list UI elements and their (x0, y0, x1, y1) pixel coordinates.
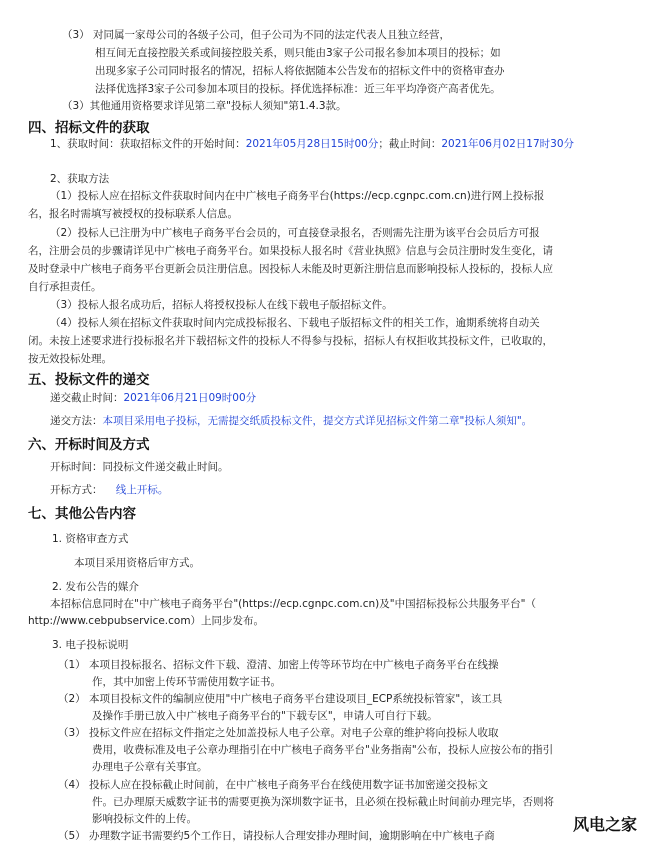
intro-line-3: 出现多家子公司同时报名的情况，招标人将依据随本公告发布的招标文件中的资格审查办 (95, 65, 505, 77)
e-bid-3-line-3: 办理电子公章有关事宜。 (92, 761, 208, 773)
method-2-line-1: （2）投标人已注册为中广核电子商务平台会员的，可直接登录报名，否则需先注册为该平台会员后方可报 (50, 227, 540, 239)
open-way-line (50, 481, 168, 499)
open-way: 线上开标。 (115, 484, 169, 496)
method-1-line-1: （1）投标人应在招标文件获取时间内在中广核电子商务平台(https://ecp.cgnpc.com.cn)进行网上投标报 (50, 190, 545, 202)
start-time: 2021年05月28日15时00分 (245, 138, 379, 150)
item-2-title: 2. 发布公告的媒介 (52, 581, 139, 593)
method-4-line-3: 按无效投标处理。 (28, 353, 112, 365)
submit-deadline-label: 递交截止时间： (50, 392, 124, 404)
e-bid-2-line-1: （2） 本项目投标文件的编制应使用"中广核电子商务平台建设项目_ECP系统投标管家"，该工具 (58, 693, 503, 705)
method-4-line-1: （4）投标人须在招标文件获取时间内完成投标报名、下载电子版招标文件的相关工作，逾期系统将自动关 (50, 317, 540, 329)
submit-deadline-line (50, 389, 256, 407)
section-7-heading: 七、其他公告内容 (28, 506, 136, 522)
item-3-title: 3. 电子投标说明 (52, 639, 129, 651)
method-2-line-2: 名，注册会员的步骤请详见中广核电子商务平台。如果投标人报名时《营业执照》信息与会员注册时发生变化，请 (28, 245, 553, 257)
submit-deadline: 2021年06月21日09时00分 (123, 392, 257, 404)
submit-method: 本项目采用电子投标，无需提交纸质投标文件，提交方式详见招标文件第二章"投标人须知"。 (102, 415, 533, 427)
method-2-line-4: 自行承担责任。 (28, 281, 102, 293)
get-time-sep: ；截止时间： (378, 138, 442, 150)
section-5-heading: 五、投标文件的递交 (28, 372, 150, 388)
open-way-label: 开标方式： (50, 484, 103, 496)
item-2-line-2: http://www.cebpubservice.com）上同步发布。 (28, 615, 265, 627)
item-1-title: 1. 资格审查方式 (52, 533, 129, 545)
e-bid-2-line-2: 及操作手册已放入中广核电子商务平台的"下载专区"，申请人可自行下载。 (92, 710, 438, 722)
e-bid-3-line-2: 费用，收费标准及电子公章办理指引在中广核电子商务平台"业务指南"公布，投标人应按公布的指引 (92, 744, 554, 756)
item-1-text: 本项目采用资格后审方式。 (74, 557, 200, 569)
get-time-line (50, 135, 574, 153)
get-time-prefix: 1、获取时间：获取招标文件的开始时间： (50, 138, 246, 150)
section-4-heading: 四、招标文件的获取 (28, 120, 150, 136)
section-6-heading: 六、开标时间及方式 (28, 437, 150, 453)
get-method-title: 2、获取方法 (50, 173, 110, 185)
e-bid-4-line-1: （4） 投标人应在投标截止时间前，在中广核电子商务平台在线使用数字证书加密递交投标文 (58, 779, 489, 791)
submit-method-line (50, 412, 532, 430)
e-bid-3-line-1: （3） 投标文件应在招标文件指定之处加盖投标人电子公章。对电子公章的维护将向投标人收取 (58, 727, 499, 739)
e-bid-4-line-3: 影响投标文件的上传。 (92, 813, 197, 825)
e-bid-4-line-2: 件。已办理原天威数字证书的需要更换为深圳数字证书，且必须在投标截止时间前办理完毕，否则将 (92, 796, 554, 808)
e-bid-1-line-1: （1） 本项目投标报名、招标文件下载、澄清、加密上传等环节均在中广核电子商务平台在线操 (58, 659, 499, 671)
intro-line-5: （3）其他通用资格要求详见第二章"投标人须知"第1.4.3款。 (62, 100, 347, 112)
intro-line-1: （3） 对同属一家母公司的各级子公司，但子公司为不同的法定代表人且独立经营， (62, 29, 451, 41)
intro-line-2: 相互间无直接控股关系或间接控股关系，则只能由3家子公司报名参加本项目的投标；如 (95, 47, 501, 59)
item-2-line-1: 本招标信息同时在"中广核电子商务平台"(https://ecp.cgnpc.com.cn)及"中国招标投标公共服务平台"（ (50, 598, 536, 610)
e-bid-1-line-2: 作，其中加密上传环节需使用数字证书。 (92, 676, 281, 688)
submit-method-label: 递交方法： (50, 415, 103, 427)
method-4-line-2: 闭。未按上述要求进行投标报名并下载招标文件的投标人不得参与投标，招标人有权拒收其投标文件，已收取的， (28, 335, 553, 347)
site-watermark: 风电之家 (573, 815, 638, 834)
method-3-line-1: （3）投标人报名成功后，招标人将授权投标人在线下载电子版招标文件。 (50, 299, 393, 311)
method-2-line-3: 及时登录中广核电子商务平台更新会员注册信息。因投标人未能及时更新注册信息而影响投标人投标的，投标人应 (28, 263, 553, 275)
intro-line-4: 法择优选择3家子公司参加本项目的投标。择优选择标准：近三年平均净资产高者优先。 (95, 83, 501, 95)
method-1-line-2: 名，报名时需填写被授权的投标联系人信息。 (28, 208, 238, 220)
e-bid-5-line-1: （5） 办理数字证书需要约5个工作日，请投标人合理安排办理时间，逾期影响在中广核电子商 (58, 830, 495, 842)
end-time: 2021年06月02日17时30分 (441, 138, 575, 150)
open-time-line: 开标时间：同投标文件递交截止时间。 (50, 461, 229, 473)
